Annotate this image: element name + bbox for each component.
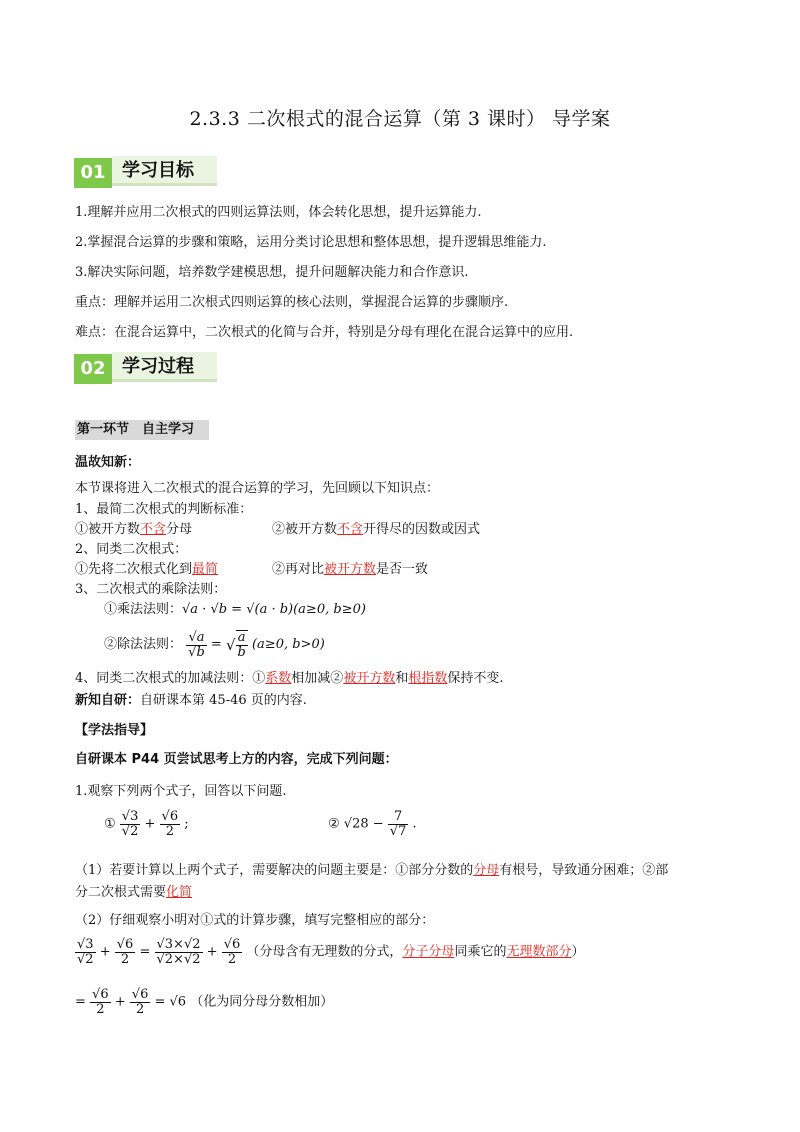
page-title: 2.3.3 二次根式的混合运算（第 3 课时） 导学案 bbox=[189, 108, 611, 130]
multiplication-rule: ①乘法法则：√a · √b = √(a · b)(a≥0, b≥0) bbox=[104, 602, 366, 617]
expression-2: ② √28 − $\frac{7}{√7}$ . bbox=[328, 809, 417, 839]
knowledge-4: 4、同类二次根式的加减法则：①系数相加减②被开方数和根指数保持不变. bbox=[75, 671, 504, 686]
guide-text: 自研课本 P44 页尝试思考上方的内容，完成下列问题： bbox=[75, 752, 398, 767]
guide-label: 【学法指导】 bbox=[75, 723, 154, 738]
knowledge-2b: ②再对比被开方数是否一致 bbox=[272, 562, 429, 577]
problem-1-line-2: 分二次根式需要化简 bbox=[75, 885, 193, 900]
key-point: 重点：理解并运用二次根式四则运算的核心法则，掌握混合运算的步骤顺序. bbox=[75, 295, 509, 310]
goal-2: 2.掌握混合运算的步骤和策略，运用分类讨论思想和整体思想，提升逻辑思维能力. bbox=[75, 235, 547, 250]
review-intro: 本节课将进入二次根式的混合运算的学习，先回顾以下知识点： bbox=[75, 481, 440, 496]
goal-1: 1.理解并应用二次根式的四则运算法则，体会转化思想，提升运算能力. bbox=[75, 205, 482, 220]
review-label: 温故知新： bbox=[75, 455, 141, 470]
problem-2: （2）仔细观察小明对①式的计算步骤，填写完整相应的部分： bbox=[75, 913, 435, 928]
difficult-point: 难点：在混合运算中，二次根式的化简与合并，特别是分母有理化在混合运算中的应用. bbox=[75, 325, 574, 340]
section-label: 学习过程 bbox=[112, 352, 217, 382]
expression-1: ① $\frac{√3}{√2}$ + $\frac{√6}{2}$ ; bbox=[104, 809, 189, 839]
goal-3: 3.解决实际问题，培养数学建模思想，提升问题解决能力和合作意识. bbox=[75, 265, 469, 280]
question-1: 1.观察下列两个式子，回答以下问题. bbox=[75, 784, 287, 799]
section-number: 02 bbox=[74, 354, 112, 384]
problem-1-line-1: （1）若要计算以上两个式子，需要解决的问题主要是：①部分分数的分母有根号，导致通分困难；②部 bbox=[75, 863, 669, 878]
section-label: 学习目标 bbox=[112, 156, 217, 186]
knowledge-1a: ①被开方数不含分母 bbox=[75, 522, 193, 537]
section-number: 01 bbox=[74, 158, 112, 188]
knowledge-3-title: 3、二次根式的乘除法则： bbox=[75, 582, 227, 597]
knowledge-2-title: 2、同类二次根式： bbox=[75, 542, 188, 557]
knowledge-1-title: 1、最简二次根式的判断标准： bbox=[75, 502, 253, 517]
calculation-step-2: = $\frac{√6}{2}$ + $\frac{√6}{2}$ = √6 （化为同分母分数相加） bbox=[75, 987, 334, 1017]
calculation-step-1: $\frac{√3}{√2}$ + $\frac{√6}{2}$ = $\frac{√3\times√2}{√2\times√2}$ + $\frac{√6}{2}$ （分母含有无理数的分式，分子分母同乘它的无理数部分） bbox=[77, 937, 585, 967]
division-rule: ②除法法则： $\frac{√a}{√b}$ = √ $\frac{a}{b}$ (a≥0, b>0) bbox=[104, 629, 325, 660]
knowledge-2a: ①先将二次根式化到最简 bbox=[75, 562, 219, 577]
step-label: 第一环节 自主学习 bbox=[75, 420, 209, 440]
knowledge-1b: ②被开方数不含开得尽的因数或因式 bbox=[272, 522, 481, 537]
new-knowledge: 新知自研：自研课本第 45-46 页的内容. bbox=[75, 693, 307, 708]
